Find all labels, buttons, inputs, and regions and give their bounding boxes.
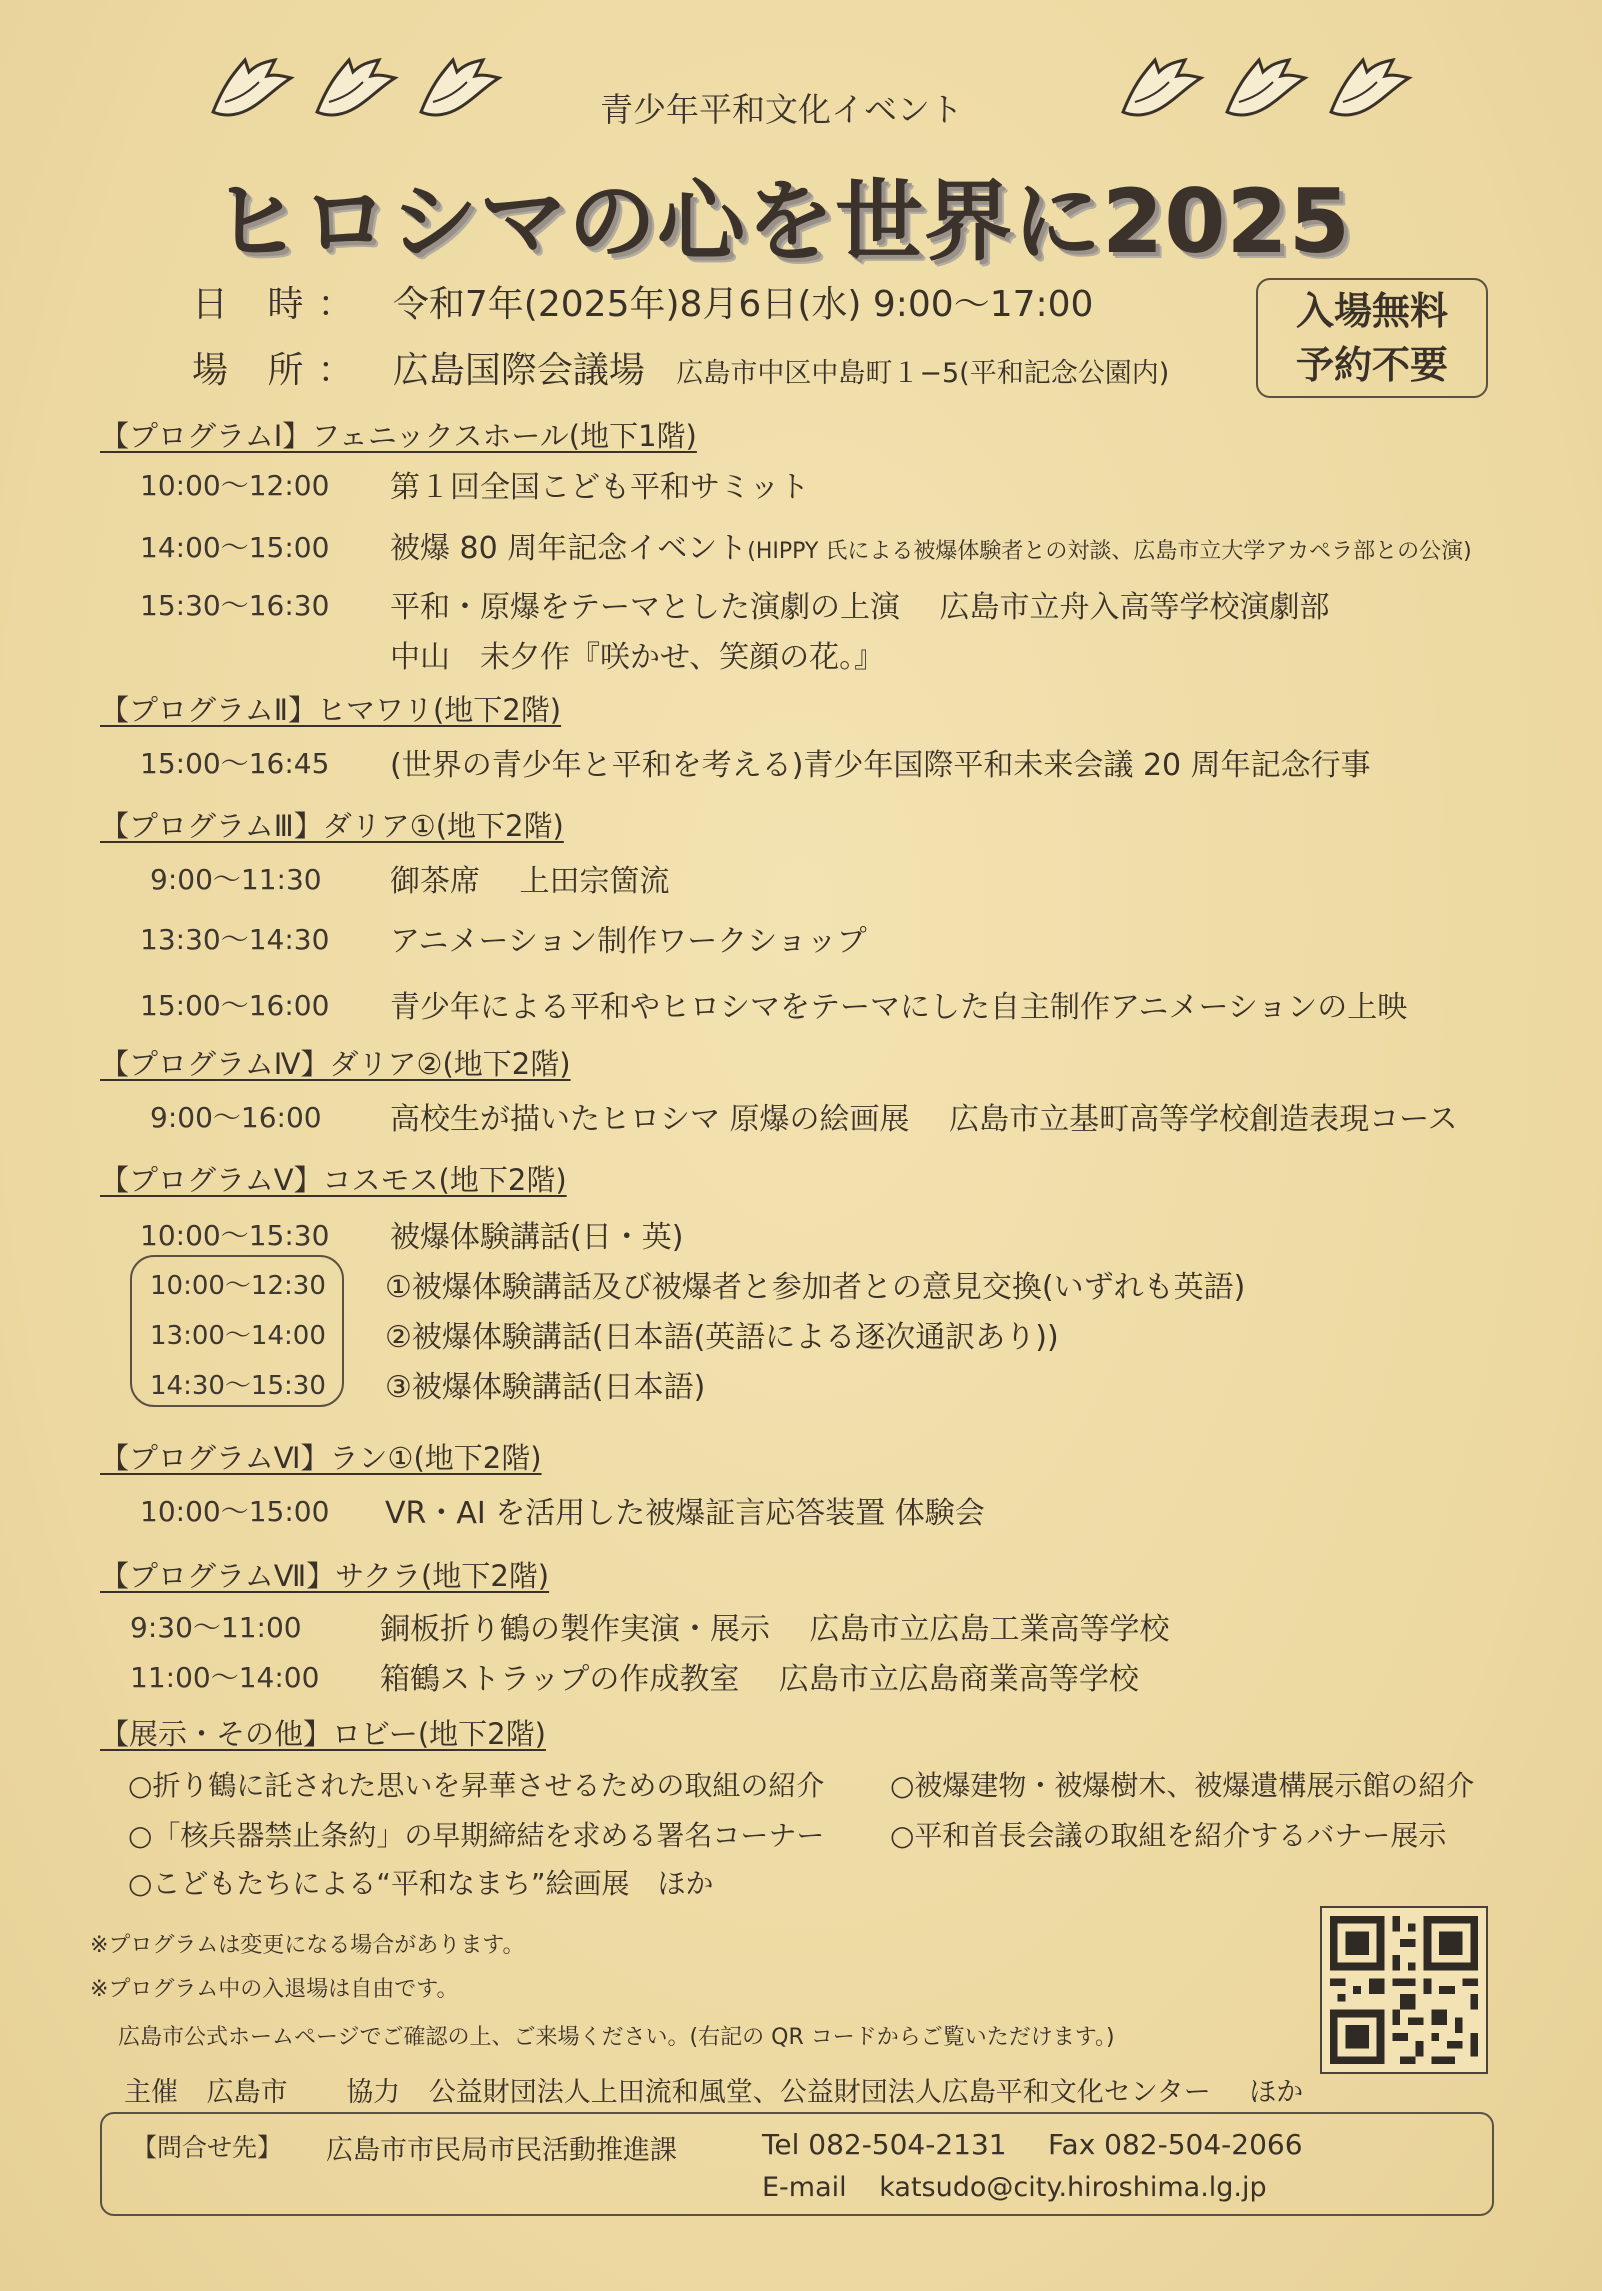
- email-label: E-mail: [762, 2172, 847, 2203]
- program-desc: 平和・原爆をテーマとした演劇の上演 広島市立舟入高等学校演劇部: [390, 590, 1330, 625]
- coop-label: 協力: [346, 2077, 401, 2108]
- qr-code[interactable]: [1320, 1906, 1488, 2074]
- program-2-heading: 【プログラムⅡ】ヒマワリ(地下2階): [100, 693, 562, 727]
- program-time: 10:00～12:30: [150, 1271, 326, 1301]
- program-desc: 箱鶴ストラップの作成教室 広島市立広島商業高等学校: [380, 1662, 1139, 1697]
- program-desc: ③被爆体験講話(日本語): [385, 1370, 706, 1405]
- host-label: 主催: [124, 2077, 178, 2108]
- program-3-heading: 【プログラムⅢ】ダリア①(地下2階): [100, 809, 564, 843]
- program-time: 9:30～11:00: [130, 1611, 302, 1644]
- program-time: 11:00～14:00: [130, 1661, 320, 1694]
- email-link[interactable]: katsudo@city.hiroshima.lg.jp: [879, 2172, 1267, 2203]
- exhibits-heading: 【展示・その他】ロビー(地下2階): [100, 1717, 546, 1751]
- dove-icon: [1323, 52, 1413, 132]
- dove-icon: [309, 52, 399, 132]
- dove-icon: [205, 52, 295, 132]
- organizer-etc: ほか: [1249, 2077, 1304, 2108]
- program-desc: VR・AI を活用した被爆証言応答装置 体験会: [385, 1496, 985, 1531]
- note-website: 広島市公式ホームページでご確認の上、ご来場ください。(右記の QR コードからご覧いただけます。): [118, 2025, 1115, 2050]
- date-row: [192, 276, 1093, 327]
- doves-right: [1115, 52, 1427, 136]
- program-5-heading: 【プログラムⅤ】コスモス(地下2階): [100, 1163, 567, 1197]
- program-desc: 被爆 80 周年記念イベント: [390, 531, 748, 566]
- date-value: 令和7年(2025年)8月6日(水) 9:00～17:00: [392, 284, 1094, 325]
- program-desc-row: [390, 523, 1472, 567]
- exhibit-item: ○こどもたちによる“平和なまち”絵画展 ほか: [128, 1867, 714, 1900]
- doves-left: [205, 52, 517, 136]
- contact-fax: Fax 082-504-2066: [1048, 2128, 1303, 2161]
- exhibit-item: ○折り鶴に託された思いを昇華させるための取組の紹介: [128, 1769, 825, 1802]
- exhibit-item: ○被爆建物・被爆樹木、被爆遺構展示館の紹介: [890, 1769, 1475, 1802]
- note-change: ※プログラムは変更になる場合があります。: [90, 1933, 525, 1958]
- program-time: 9:00～11:30: [150, 863, 322, 896]
- event-subtitle: 青少年平和文化イベント: [600, 90, 963, 129]
- program-time: 9:00～16:00: [150, 1101, 322, 1134]
- program-desc: 銅板折り鶴の製作実演・展示 広島市立広島工業高等学校: [380, 1612, 1170, 1647]
- program-6-heading: 【プログラムⅥ】ラン①(地下2階): [100, 1441, 542, 1475]
- program-desc: (世界の青少年と平和を考える)青少年国際平和未来会議 20 周年記念行事: [390, 748, 1371, 783]
- badge-free: 入場無料: [1295, 289, 1448, 333]
- program-time: 10:00～15:00: [140, 1495, 330, 1528]
- program-time: 10:00～15:30: [140, 1219, 330, 1252]
- program-desc: 第１回全国こども平和サミット: [390, 470, 810, 505]
- program-time: 15:30～16:30: [140, 589, 330, 622]
- exhibit-item: ○「核兵器禁止条約」の早期締結を求める署名コーナー: [128, 1819, 825, 1852]
- badge-no-reservation: 予約不要: [1295, 343, 1448, 387]
- place-row: [192, 342, 1169, 393]
- program-time: 15:00～16:00: [140, 989, 330, 1022]
- qr-code-icon: [1322, 1908, 1486, 2072]
- program-7-heading: 【プログラムⅦ】サクラ(地下2階): [100, 1559, 550, 1593]
- contact-email-row: [762, 2172, 1267, 2203]
- program-desc: 青少年による平和やヒロシマをテーマにした自主制作アニメーションの上映: [390, 990, 1408, 1025]
- place-label: 場 所：: [192, 350, 368, 391]
- program-1-heading: 【プログラムⅠ】フェニックスホール(地下1階): [100, 419, 697, 453]
- exhibit-item: ○平和首長会議の取組を紹介するバナー展示: [890, 1819, 1447, 1852]
- contact-tel: Tel 082-504-2131: [762, 2128, 1007, 2161]
- program-time: 14:00～15:00: [140, 531, 330, 564]
- program-time: 13:00～14:00: [150, 1321, 326, 1351]
- coop-names: 公益財団法人上田流和風堂、公益財団法人広島平和文化センター: [428, 2077, 1211, 2108]
- program-desc: ①被爆体験講話及び被爆者と参加者との意見交換(いずれも英語): [385, 1270, 1246, 1305]
- program-desc: アニメーション制作ワークショップ: [390, 924, 867, 959]
- program-desc: 被爆体験講話(日・英): [390, 1220, 684, 1255]
- place-address: 広島市中区中島町１−5(平和記念公園内): [676, 358, 1170, 389]
- program-desc: 高校生が描いたヒロシマ 原爆の絵画展 広島市立基町高等学校創造表現コース: [390, 1102, 1458, 1137]
- program-desc-2: 中山 未夕作『咲かせ、笑顔の花。』: [390, 640, 885, 675]
- dove-icon: [1115, 52, 1205, 132]
- organizer-row: [124, 2070, 1303, 2109]
- page-title: ヒロシマの心を世界に2025: [212, 170, 1351, 273]
- admission-badge: [1256, 278, 1488, 398]
- program-note: (HIPPY 氏による被爆体験者との対談、広島市立大学アカペラ部との公演): [747, 539, 1472, 564]
- program-desc: ②被爆体験講話(日本語(英語による逐次通訳あり)): [385, 1320, 1059, 1355]
- date-label: 日 時：: [192, 284, 368, 325]
- place-value: 広島国際会議場: [392, 350, 645, 391]
- note-entry: ※プログラム中の入退場は自由です。: [90, 1977, 459, 2002]
- dove-icon: [1219, 52, 1309, 132]
- host-name: 広島市: [206, 2077, 288, 2108]
- program-desc: 御茶席 上田宗箇流: [390, 864, 670, 899]
- program-time: 15:00～16:45: [140, 747, 330, 780]
- contact-label: 【問合せ先】: [132, 2133, 283, 2162]
- program-time: 10:00～12:00: [140, 469, 330, 502]
- program-time: 14:30～15:30: [150, 1371, 326, 1401]
- dove-icon: [413, 52, 503, 132]
- program-4-heading: 【プログラムⅣ】ダリア②(地下2階): [100, 1047, 571, 1081]
- program-time: 13:30～14:30: [140, 923, 330, 956]
- contact-dept: 広島市市民局市民活動推進課: [326, 2135, 677, 2166]
